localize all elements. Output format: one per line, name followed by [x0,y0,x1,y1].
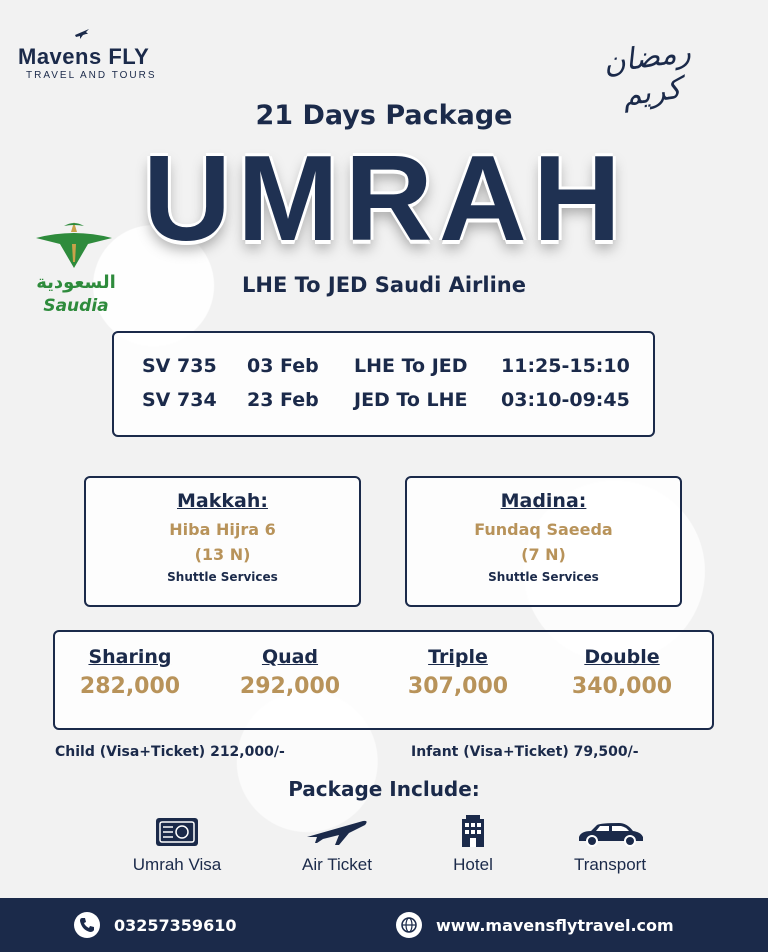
flight-date: 03 Feb [247,355,319,377]
price-value: 340,000 [571,674,673,699]
hotel-service: Shuttle Services [167,570,278,584]
brand-logo [18,26,168,82]
include-transport [535,815,685,875]
include-label: Umrah Visa [132,855,222,874]
phone-icon [74,912,100,938]
umrah-headline: UMRAH [142,130,628,266]
price-quad [215,646,365,699]
hotel-service: Shuttle Services [488,570,599,584]
include-label: Hotel [453,855,493,874]
price-value: 292,000 [239,674,341,699]
price-label: Double [584,646,660,668]
flight-route: LHE To JED [354,355,468,377]
saudia-logo [28,218,120,318]
footer-bar [0,898,768,952]
hotel-name: Fundaq Saeeda [474,520,613,539]
price-label: Quad [261,646,319,668]
hotel-city: Madina: [500,490,587,512]
price-double [547,646,697,699]
car-icon [575,823,645,847]
hotel-city: Makkah: [177,490,268,512]
plane-icon [74,26,90,42]
flight-number: SV 735 [142,355,217,377]
include-hotel [398,815,548,875]
footer-website[interactable] [396,910,674,940]
flight-date: 23 Feb [247,389,319,411]
madina-hotel-box [405,476,682,607]
brand-name: Mavens FLY [18,44,150,69]
flights-box [112,331,655,437]
flight-time: 03:10-09:45 [501,389,630,411]
include-label: Transport [573,855,647,874]
price-value: 307,000 [407,674,509,699]
flight-time: 11:25-15:10 [501,355,630,377]
price-label: Sharing [88,646,172,668]
website-url: www.mavensflytravel.com [436,915,674,935]
saudia-emblem-icon [28,218,120,274]
include-label: Air Ticket [302,855,372,874]
flight-route: JED To LHE [354,389,468,411]
ramadan-greeting: رمضان كريم [601,34,693,114]
flight-row [114,355,657,385]
route-subtitle: LHE To JED Saudi Airline [242,273,526,297]
brand-tagline: TRAVEL AND TOURS [26,70,157,81]
globe-icon [396,912,422,938]
makkah-hotel-box [84,476,361,607]
price-value: 282,000 [79,674,181,699]
airplane-icon [305,817,369,847]
include-umrah-visa [102,815,252,875]
phone-number: 03257359610 [114,915,237,935]
price-label: Triple [428,646,488,668]
flight-number: SV 734 [142,389,217,411]
footer-phone[interactable] [74,910,236,940]
visa-icon [155,817,199,847]
flight-row [114,389,657,419]
hotel-nights: (13 N) [194,545,251,564]
price-sharing [55,646,205,699]
hotel-icon [460,815,486,847]
package-title: 21 Days Package [255,100,513,131]
includes-title: Package Include: [288,777,480,801]
hotel-name: Hiba Hijra 6 [169,520,276,539]
infant-price: Infant (Visa+Ticket) 79,500/- [411,744,639,760]
include-air-ticket [262,815,412,875]
child-price: Child (Visa+Ticket) 212,000/- [55,744,285,760]
price-triple [383,646,533,699]
hotel-nights: (7 N) [521,545,566,564]
saudia-arabic-name: السعودية [36,272,116,293]
saudia-english-name: Saudia [43,296,109,316]
prices-box [53,630,714,730]
